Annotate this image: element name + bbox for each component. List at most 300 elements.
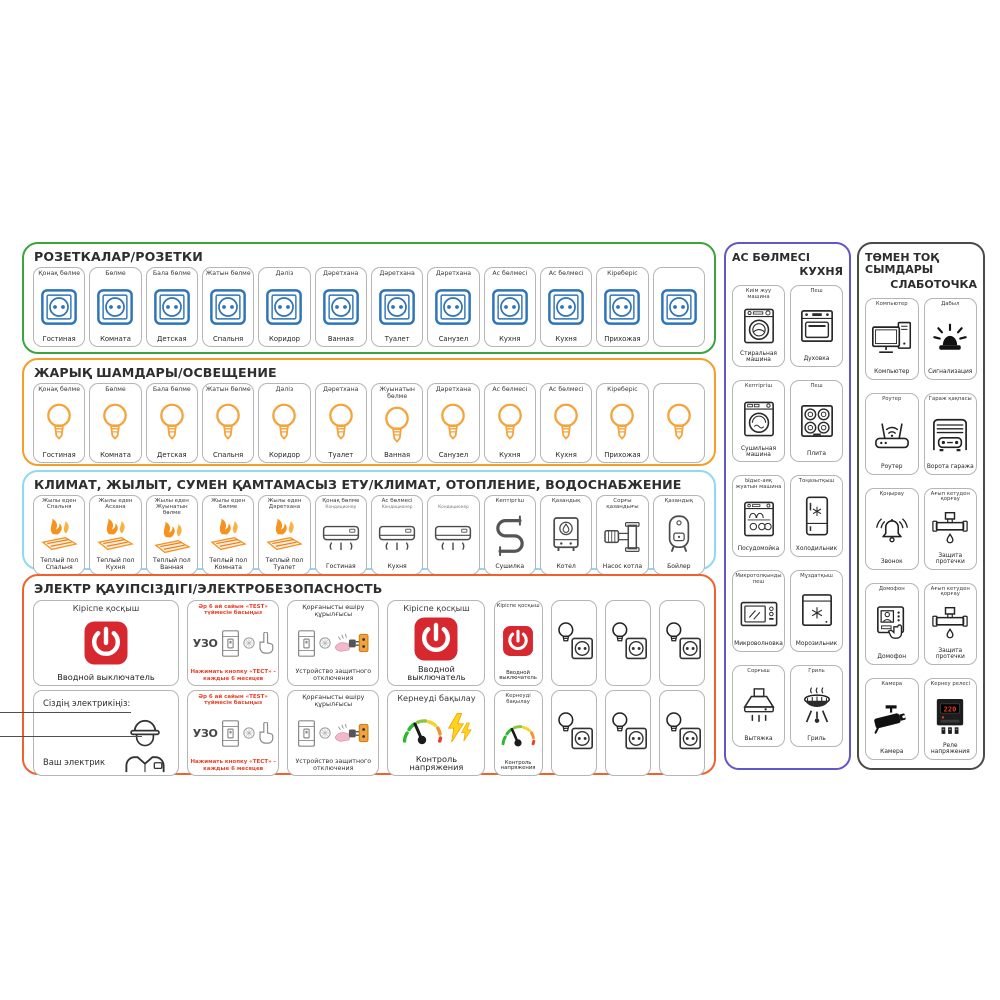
safety-row-2 — [33, 690, 705, 776]
doorbell-icon — [872, 499, 912, 559]
appliance-label-kk: Киім жуу машина — [745, 288, 772, 301]
bulb-and-socket-icon — [554, 604, 594, 682]
appliance-label-ru: Реле напряжения — [930, 743, 970, 756]
socket-icon — [322, 278, 360, 336]
socket-card — [258, 267, 310, 347]
climate-card — [202, 495, 254, 575]
garage-door-icon — [931, 404, 969, 464]
room-label-kk: Қонақ бөлме — [38, 386, 81, 393]
room-label-ru: Прихожая — [604, 450, 641, 459]
appliance-label-ru: Компьютер — [874, 368, 910, 375]
safety-section-title: ЭЛЕКТР ҚАУІПСІЗДІГІ/ЭЛЕКТРОБЕЗОПАСНОСТЬ — [34, 581, 383, 596]
rcd-card — [287, 600, 379, 686]
socket-icon — [491, 278, 529, 336]
bulb-icon — [606, 394, 638, 452]
router-icon — [872, 404, 912, 464]
lowcurrent-card — [865, 298, 919, 380]
voltage-control-card — [387, 690, 485, 776]
room-label-kk: Жатын бөлме — [205, 270, 251, 277]
microwave-icon — [739, 586, 779, 642]
room-label-kk: Бөлме — [105, 270, 126, 277]
rcd-breaker-icon — [296, 719, 317, 748]
room-label-kk: Жылы еден Дәретхана — [267, 498, 302, 510]
appliance-label-kk: Кептіргіш — [744, 383, 773, 390]
appliance-label-kk: Пеш — [810, 383, 823, 390]
room-label-ru: Коридор — [269, 334, 300, 343]
kitchen-cards-grid — [732, 285, 843, 747]
room-label-kk: Жылы еден Жуынатын бөлме — [154, 498, 189, 516]
kitchen-card — [790, 285, 843, 367]
electrician-icon — [117, 719, 173, 773]
voltage-control-card — [494, 690, 543, 776]
kitchen-card — [790, 380, 843, 462]
room-label-kk: Жылы еден Асхана — [98, 498, 133, 510]
bulb-icon — [663, 394, 695, 452]
appliance-label-kk: Дабыл — [941, 300, 960, 307]
rcd-icon-row — [193, 707, 274, 759]
room-label-ru: Сушилка — [495, 563, 525, 570]
voltage-gauge-icon — [400, 712, 444, 746]
room-label-ru: Теплый пол Кухня — [96, 557, 135, 571]
light-card — [540, 383, 592, 463]
appliance-label-ru: Вытяжка — [744, 736, 773, 743]
room-label-ru: Ванная — [327, 334, 354, 343]
boiler-pump-icon — [602, 511, 642, 564]
electrician-label-kk: Сіздің электрикіңіз: — [43, 698, 131, 708]
rcd-breaker-icon — [220, 629, 241, 658]
appliance-label-kk: Домофон — [878, 585, 905, 592]
room-label-ru: Детская — [157, 334, 187, 343]
room-label-kk: Ас бөлмесі — [381, 498, 413, 504]
lowcurrent-card — [924, 393, 978, 475]
appliance-label-ru: Посудомойка — [737, 546, 780, 553]
kitchen-card — [790, 570, 843, 652]
rcd-icon-row — [296, 618, 370, 668]
bulb-icon — [156, 394, 188, 452]
appliance-label-kk: Компьютер — [875, 300, 908, 307]
room-label-ru: Санузел — [438, 450, 469, 459]
light-socket-card — [551, 690, 597, 776]
floor-heating-icon — [264, 511, 304, 558]
bulb-icon — [268, 394, 300, 452]
electrician-write-line-2 — [0, 736, 142, 737]
lowcurrent-card — [924, 298, 978, 380]
lowcurrent-card — [865, 678, 919, 760]
lighting-cards-row — [33, 383, 705, 463]
grill-icon — [800, 676, 834, 736]
cooktop-icon — [799, 391, 835, 451]
light-card — [202, 383, 254, 463]
room-label-kk: Кіреберіс — [607, 386, 638, 393]
floor-heating-icon — [39, 511, 79, 558]
room-label-kk: Дәліз — [275, 270, 294, 277]
room-label-kk: Жылы еден Спальня — [42, 498, 77, 510]
floor-heating-icon — [95, 511, 135, 558]
kitchen-card — [790, 475, 843, 557]
label-ru: Контроль напряжения — [500, 759, 536, 772]
room-label-kk: Ас бөлмесі — [492, 270, 528, 277]
rcd-card — [287, 690, 379, 776]
bulb-icon — [43, 394, 75, 452]
lowcurrent-column — [857, 242, 985, 770]
leak-protection-icon — [931, 503, 969, 553]
socket-card — [89, 267, 141, 347]
seal-icon — [243, 637, 255, 649]
room-label-kk: Дәретхана — [323, 386, 359, 393]
room-label-ru: Теплый пол Ванная — [152, 557, 191, 571]
appliance-label-kk: Микротолқынды пеш — [735, 573, 782, 586]
main-switch-card — [387, 600, 485, 686]
bulb-icon — [437, 394, 469, 452]
main-switch-card — [33, 600, 179, 686]
label-kk: Қорғанысты өшіру құрылғысы — [302, 694, 365, 709]
light-card — [653, 383, 705, 463]
appliance-label-ru: Защита протечки — [935, 648, 965, 661]
bulb-and-socket-icon — [554, 694, 594, 772]
socket-icon — [153, 278, 191, 336]
light-card — [427, 383, 479, 463]
air-conditioner-icon — [377, 510, 417, 564]
socket-card — [596, 267, 648, 347]
room-label-kk: Қонақ бөлме — [38, 270, 81, 277]
floor-heating-icon — [152, 517, 192, 558]
appliance-label-kk: Ағып кетуден қорғау — [930, 490, 970, 503]
bulb-icon — [381, 400, 413, 452]
lowcurrent-title-kk: ТӨМЕН ТОҚ СЫМДАРЫ — [865, 251, 939, 277]
press-hand-icon — [257, 722, 274, 744]
room-label-kk: Бала бөлме — [152, 386, 191, 393]
rcd-breaker-icon — [296, 629, 317, 658]
room-label-kk: Бала бөлме — [152, 270, 191, 277]
lighting-section — [22, 358, 716, 466]
appliance-label-kk: Роутер — [882, 395, 902, 402]
climate-cards-row — [33, 495, 705, 575]
climate-card — [484, 495, 536, 575]
room-label-ru: Комната — [100, 334, 131, 343]
appliance-label-kk: Ағып кетуден қорғау — [930, 585, 970, 598]
ac-caption: Кондиционер — [438, 505, 469, 510]
room-label-kk: Жылы еден Бөлме — [211, 498, 246, 510]
lowcurrent-card — [924, 488, 978, 570]
room-label-ru: Кухня — [499, 450, 521, 459]
room-label-ru: Спальня — [213, 334, 244, 343]
climate-card — [371, 495, 423, 575]
lowcurrent-card — [865, 488, 919, 570]
rcd-breaker-icon — [220, 719, 241, 748]
socket-card — [484, 267, 536, 347]
socket-card — [371, 267, 423, 347]
bulb-and-socket-icon — [608, 694, 648, 772]
fridge-icon — [803, 486, 831, 546]
room-label-ru: Насос котла — [602, 563, 643, 570]
light-socket-card — [605, 600, 651, 686]
lowcurrent-card — [924, 583, 978, 665]
socket-card — [653, 267, 705, 347]
unplug-hand-icon — [333, 720, 370, 746]
room-label-kk: Дәліз — [275, 386, 294, 393]
appliance-label-ru: Звонок — [880, 558, 903, 565]
electrician-label-ru: Ваш электрик — [43, 757, 106, 767]
climate-section-title: КЛИМАТ, ЖЫЛЫТ, СУМЕН ҚАМТАМАСЫЗ ЕТУ/КЛИМАТ, ОТОПЛЕНИЕ, ВОДОСНАБЖЕНИЕ — [34, 477, 682, 492]
rcd-label: УЗО — [192, 726, 218, 740]
appliance-label-ru: Гриль — [807, 736, 826, 743]
room-label-kk: Кіреберіс — [607, 270, 638, 277]
power-button-icon — [502, 611, 534, 671]
light-card — [596, 383, 648, 463]
rcd-label: УЗО — [192, 636, 218, 650]
label-ru: Контроль напряжения — [409, 753, 464, 773]
climate-card — [540, 495, 592, 575]
your-electrician-card — [33, 690, 179, 776]
appliance-label-kk: Пеш — [810, 288, 823, 295]
room-label-ru: Детская — [157, 450, 187, 459]
appliance-label-ru: Стиральная машина — [740, 350, 777, 364]
room-label-kk: Қазандық — [551, 498, 581, 504]
lowcurrent-cards-grid — [865, 298, 977, 760]
climate-card — [146, 495, 198, 575]
socket-card — [427, 267, 479, 347]
appliance-label-kk: Сорғыш — [747, 668, 770, 675]
socket-icon — [96, 278, 134, 336]
appliance-label-ru: Плита — [806, 451, 827, 458]
light-socket-card — [659, 600, 705, 686]
label-kk: Кіріспе қосқыш — [496, 603, 540, 609]
room-label-ru: Теплый пол Комната — [209, 557, 247, 571]
light-socket-card — [605, 690, 651, 776]
appliance-label-kk: Мұздатқыш — [800, 573, 833, 580]
light-card — [146, 383, 198, 463]
appliance-label-kk: Қоңырау — [879, 490, 904, 497]
appliance-label-ru: Защита протечки — [935, 553, 965, 566]
appliance-label-kk: Камера — [881, 680, 903, 687]
socket-icon — [434, 278, 472, 336]
sockets-cards-row — [33, 267, 705, 347]
climate-card — [653, 495, 705, 575]
appliance-label-ru: Духовка — [803, 356, 830, 363]
room-label-kk: Қонақ бөлме — [322, 498, 360, 504]
socket-icon — [209, 278, 247, 336]
room-label-kk: Сорғы қазандығы — [606, 498, 639, 510]
svg-text:220: 220 — [943, 704, 957, 714]
kitchen-card — [732, 665, 785, 747]
appliance-label-ru: Холодильник — [795, 546, 838, 553]
socket-icon — [547, 278, 585, 336]
rcd-instruction-kk: Әр 6 ай сайын «TEST» түймесін басыңыз — [198, 694, 268, 707]
appliance-label-ru: Морозильник — [795, 641, 838, 648]
kitchen-column — [724, 242, 851, 770]
room-label-kk: Қазандық — [664, 498, 694, 504]
appliance-label-kk: Гриль — [808, 668, 825, 675]
appliance-label-ru: Камера — [880, 748, 904, 755]
kitchen-title-kk: АС БӨЛМЕСІ — [732, 251, 810, 264]
kitchen-title-ru: КУХНЯ — [799, 265, 843, 279]
power-button-icon — [413, 613, 459, 665]
room-label-kk: Жатын бөлме — [205, 386, 251, 393]
room-label-kk: Ас бөлмесі — [548, 386, 584, 393]
socket-icon — [660, 278, 698, 336]
room-label-ru: Гостиная — [325, 563, 356, 570]
lowcurrent-title-ru: СЛАБОТОЧКА — [890, 277, 977, 291]
socket-icon — [378, 278, 416, 336]
unplug-hand-icon — [333, 630, 370, 656]
socket-card — [540, 267, 592, 347]
cooker-hood-icon — [740, 676, 778, 736]
room-label-ru: Бойлер — [667, 563, 691, 570]
room-label-ru: Теплый пол Туалет — [265, 557, 304, 571]
intercom-icon — [875, 594, 909, 654]
label-kk: Кернеуді бақылау — [505, 693, 531, 705]
label-kk: Қорғанысты өшіру құрылғысы — [302, 604, 365, 619]
socket-card — [315, 267, 367, 347]
computer-icon — [871, 309, 913, 369]
lowcurrent-card — [924, 678, 978, 760]
towel-dryer-icon — [492, 506, 528, 564]
sockets-section-title: РОЗЕТКАЛАР/РОЗЕТКИ — [34, 249, 203, 264]
lightning-icon — [446, 712, 472, 746]
appliance-label-ru: Домофон — [877, 653, 907, 660]
alarm-siren-icon — [931, 309, 969, 369]
climate-card — [89, 495, 141, 575]
rcd-icon-row — [193, 617, 274, 669]
seal-icon — [319, 727, 331, 739]
light-card — [89, 383, 141, 463]
label-ru: Вводной выключатель — [499, 669, 537, 682]
lighting-section-title: ЖАРЫҚ ШАМДАРЫ/ОСВЕЩЕНИЕ — [34, 365, 277, 380]
appliance-label-kk: Гараж қақпасы — [928, 395, 972, 402]
appliance-label-ru: Микроволновка — [734, 641, 783, 648]
kitchen-card — [732, 570, 785, 652]
room-label-kk: Дәретхана — [379, 270, 415, 277]
press-hand-icon — [257, 632, 274, 654]
socket-card — [146, 267, 198, 347]
seal-icon — [319, 637, 331, 649]
rcd-instruction-ru: Нажимать кнопку «ТЕСТ» - каждые 6 месяцев — [190, 669, 276, 682]
floor-heating-icon — [208, 511, 248, 558]
climate-card — [315, 495, 367, 575]
room-label-ru: Коридор — [269, 450, 300, 459]
room-label-ru: Гостиная — [42, 334, 76, 343]
ac-caption: Кондиционер — [325, 505, 357, 510]
room-label-ru: Гостиная — [42, 450, 76, 459]
dishwasher-icon — [742, 491, 776, 547]
appliance-label-ru: Сигнализация — [928, 368, 973, 375]
room-label-ru: Туалет — [328, 450, 354, 459]
safety-row-1 — [33, 600, 705, 686]
bulb-icon — [325, 394, 357, 452]
freezer-icon — [800, 581, 834, 641]
kitchen-card — [732, 285, 785, 367]
light-socket-card — [659, 690, 705, 776]
appliance-label-kk: Ыдыс-аяқ жуатын машина — [735, 478, 782, 491]
air-conditioner-icon — [433, 510, 473, 564]
boiler-icon — [549, 506, 583, 564]
climate-card — [427, 495, 479, 575]
room-label-ru: Спальня — [213, 450, 244, 459]
main-switch-card — [494, 600, 543, 686]
appliance-label-kk: Тоңазытқыш — [798, 478, 835, 485]
bulb-icon — [550, 394, 582, 452]
room-label-ru: Котел — [556, 563, 576, 570]
label-ru: Устройство защитного отключения — [295, 757, 372, 772]
socket-card — [33, 267, 85, 347]
electrician-write-line-1 — [0, 712, 131, 713]
label-ru: Вводной выключатель — [407, 663, 466, 683]
seal-icon — [243, 727, 255, 739]
rcd-icon-row — [296, 708, 370, 758]
room-label-ru: Кухня — [499, 334, 521, 343]
label-kk: Кернеуді бақылау — [397, 693, 476, 703]
bulb-and-socket-icon — [662, 694, 702, 772]
label-ru: Устройство защитного отключения — [295, 667, 372, 682]
kitchen-card — [732, 380, 785, 462]
room-label-kk: Ас бөлмесі — [492, 386, 528, 393]
lowcurrent-card — [865, 393, 919, 475]
washing-machine-icon — [742, 301, 776, 351]
room-label-kk: Дәретхана — [435, 270, 472, 277]
voltage-icon-row — [400, 703, 472, 755]
bulb-icon — [99, 394, 131, 452]
label-kk: Кіріспе қосқыш — [403, 603, 470, 613]
rcd-instruction-kk: Әр 6 ай сайын «TEST» түймесін басыңыз — [198, 604, 268, 617]
room-label-ru: Туалет — [384, 334, 410, 343]
appliance-label-kk: Кернеу релесі — [930, 680, 971, 687]
climate-card — [596, 495, 648, 575]
room-label-kk: Бөлме — [105, 386, 126, 393]
room-label-ru: Санузел — [438, 334, 469, 343]
lowcurrent-card — [865, 583, 919, 665]
drying-machine-icon — [742, 391, 776, 446]
room-label-kk: Дәретхана — [435, 386, 472, 393]
room-label-ru: Комната — [100, 450, 131, 459]
safety-section — [22, 574, 716, 775]
light-card — [258, 383, 310, 463]
rcd-instruction-ru: Нажимать кнопку «ТЕСТ» - каждые 6 месяцев — [190, 759, 276, 772]
climate-card — [258, 495, 310, 575]
voltage-gauge-icon — [499, 705, 537, 760]
socket-icon — [40, 278, 78, 336]
appliance-label-ru: Роутер — [881, 463, 903, 470]
cctv-camera-icon — [871, 689, 913, 749]
bulb-and-socket-icon — [608, 604, 648, 682]
socket-card — [202, 267, 254, 347]
label-ru: Вводной выключатель — [57, 672, 155, 683]
water-heater-icon — [664, 506, 694, 564]
appliance-label-ru: Ворота гаража — [926, 463, 974, 470]
sockets-section — [22, 242, 716, 354]
socket-icon — [265, 278, 303, 336]
kitchen-card — [732, 475, 785, 557]
power-button-icon — [83, 613, 129, 674]
leak-protection-icon — [931, 598, 969, 648]
room-label-kk: Дәретхана — [323, 270, 359, 277]
rcd-test-card — [187, 600, 279, 686]
room-label-ru: Теплый пол Спальня — [40, 557, 78, 571]
light-card — [315, 383, 367, 463]
rcd-test-card — [187, 690, 279, 776]
oven-icon — [799, 296, 835, 356]
kitchen-card — [790, 665, 843, 747]
air-conditioner-icon — [321, 510, 361, 564]
light-socket-card — [551, 600, 597, 686]
room-label-ru: Кухня — [555, 450, 577, 459]
room-label-ru: Кухня — [555, 334, 577, 343]
room-label-kk: Жуынатын бөлме — [379, 386, 415, 400]
light-card — [484, 383, 536, 463]
room-label-ru: Кухня — [387, 563, 407, 570]
ac-caption: Кондиционер — [381, 505, 413, 510]
bulb-icon — [212, 394, 244, 452]
voltage-relay-icon — [934, 689, 966, 744]
